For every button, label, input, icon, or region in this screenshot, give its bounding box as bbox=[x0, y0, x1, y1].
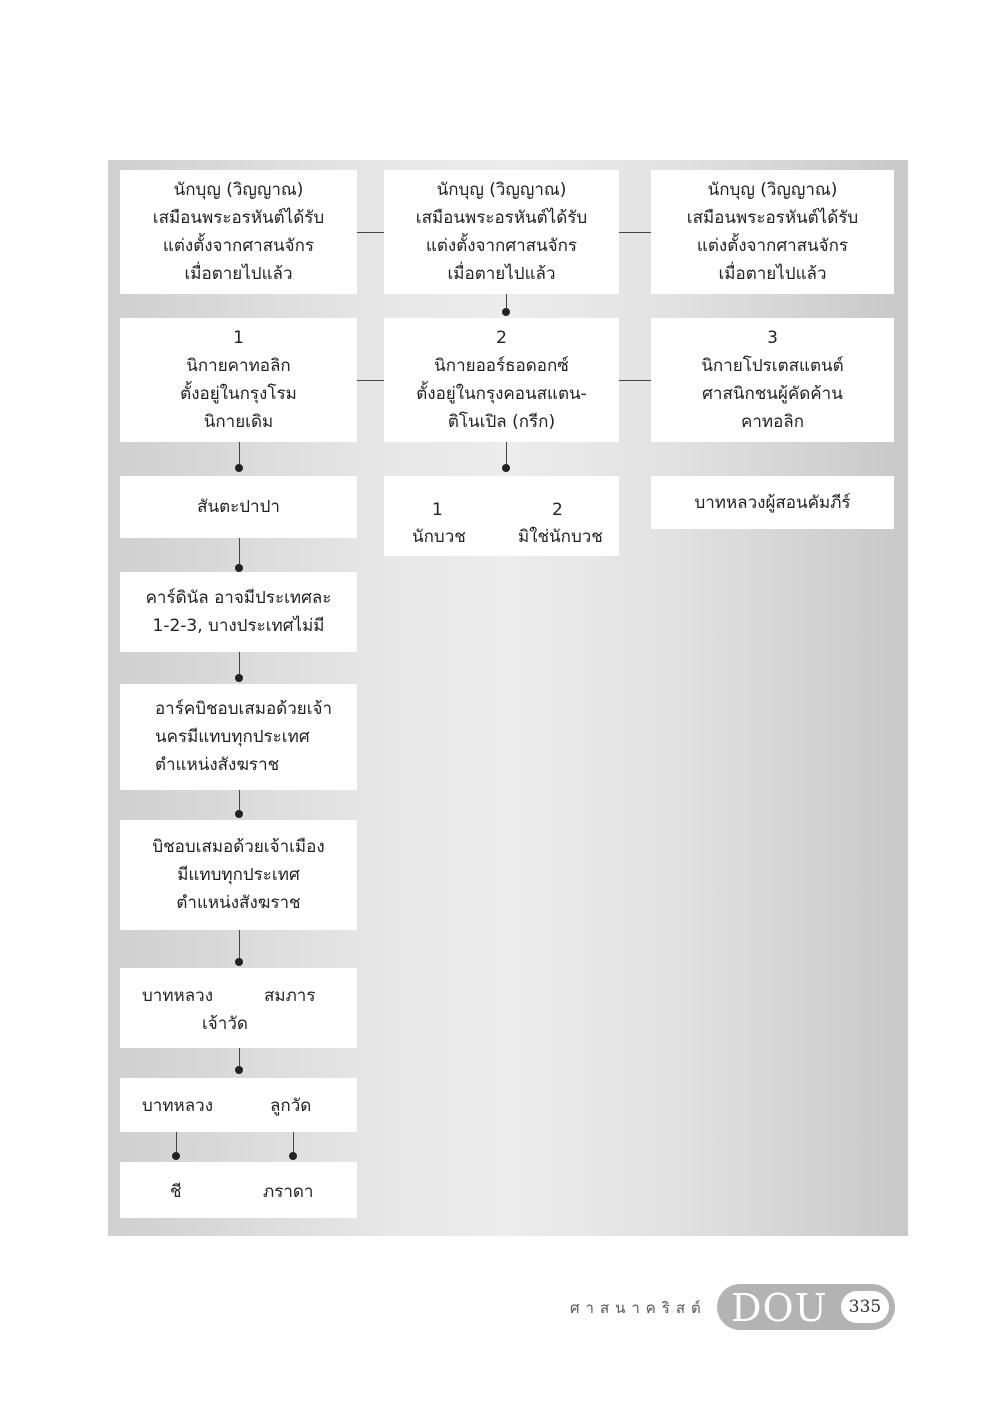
cardinal-box bbox=[120, 572, 357, 652]
nun-label: ชี bbox=[170, 1182, 182, 1202]
sect-2-number: 2 bbox=[496, 328, 507, 348]
connector-dot bbox=[235, 810, 243, 818]
connector-sect-1-2 bbox=[357, 380, 384, 381]
sect-1-note: นิกายเดิม bbox=[203, 412, 274, 432]
archbishop-line-1: อาร์คบิชอบเสมอด้วยเจ้า bbox=[154, 699, 333, 719]
protestant-sub-box bbox=[651, 476, 894, 529]
dou-logo: DOU bbox=[731, 1286, 828, 1330]
brother-label: ภราดา bbox=[263, 1182, 314, 1202]
final-box bbox=[120, 1162, 357, 1218]
protestant-sub-label: บาทหลวงผู้สอนคัมภีร์ bbox=[694, 492, 851, 513]
connector-orthodox-to-sub bbox=[506, 442, 507, 466]
saint-3-line-1: นักบุญ (วิญญาณ) bbox=[707, 180, 838, 200]
sect-1-location: ตั้งอยู่ในกรุงโรม bbox=[180, 384, 297, 404]
connector-saint-2-3 bbox=[619, 232, 651, 233]
saint-1-line-3: แต่งตั้งจากศาสนจักร bbox=[162, 236, 315, 256]
abbot-box bbox=[120, 968, 357, 1048]
connector-saint-1-2 bbox=[357, 232, 384, 233]
connector-saint-to-sect bbox=[506, 294, 507, 308]
saint-1-line-4: เมื่อตายไปแล้ว bbox=[184, 264, 293, 284]
sect-1-number: 1 bbox=[233, 328, 244, 348]
sect-3-name: นิกายโปรเตสแตนต์ bbox=[701, 356, 844, 376]
sect-2-note: ติโนเปิล (กรีก) bbox=[447, 412, 556, 432]
orthodox-sub-num-1: 1 bbox=[432, 500, 443, 520]
connector-bishop-to-abbot bbox=[239, 930, 240, 960]
sect-3-number: 3 bbox=[767, 328, 778, 348]
sect-3-note: คาทอลิก bbox=[740, 412, 805, 432]
saint-2-line-2: เสมือนพระอรหันต์ได้รับ bbox=[415, 208, 588, 228]
abbot-bottom-label: เจ้าวัด bbox=[202, 1014, 248, 1034]
priest-left-label: บาทหลวง bbox=[142, 1096, 214, 1116]
sect-box-orthodox bbox=[384, 318, 619, 442]
connector-dot bbox=[235, 674, 243, 682]
orthodox-sub-num-2: 2 bbox=[552, 500, 563, 520]
connector-dot bbox=[235, 464, 243, 472]
saint-box-1 bbox=[120, 170, 357, 294]
orthodox-sub-box bbox=[384, 476, 619, 556]
pope-label: สันตะปาปา bbox=[197, 497, 280, 517]
priest-box bbox=[120, 1078, 357, 1132]
connector-dot bbox=[289, 1152, 297, 1160]
orthodox-sub-label-2: มิใช่นักบวช bbox=[518, 527, 603, 547]
cardinal-line-2: 1-2-3, บางประเทศไม่มี bbox=[152, 616, 325, 636]
connector-pope-to-cardinal bbox=[239, 538, 240, 566]
orthodox-sub-label-1: นักบวช bbox=[412, 527, 466, 547]
saint-2-line-3: แต่งตั้งจากศาสนจักร bbox=[425, 236, 578, 256]
bishop-line-3: ตำแหน่งสังฆราช bbox=[176, 893, 301, 913]
archbishop-line-3: ตำแหน่งสังฆราช bbox=[154, 755, 280, 775]
abbot-left-label: บาทหลวง bbox=[142, 986, 214, 1006]
pope-box bbox=[120, 476, 357, 538]
saint-3-line-3: แต่งตั้งจากศาสนจักร bbox=[696, 236, 849, 256]
priest-right-label: ลูกวัด bbox=[270, 1096, 312, 1116]
saint-3-line-2: เสมือนพระอรหันต์ได้รับ bbox=[686, 208, 859, 228]
connector-cardinal-to-archbishop bbox=[239, 652, 240, 676]
connector-sect-2-3 bbox=[619, 380, 651, 381]
saint-1-line-1: นักบุญ (วิญญาณ) bbox=[173, 180, 304, 200]
connector-dot bbox=[502, 464, 510, 472]
footer-badge bbox=[717, 1284, 895, 1330]
connector-dot bbox=[235, 958, 243, 966]
cardinal-line-1: คาร์ดินัล อาจมีประเทศละ bbox=[145, 588, 332, 608]
sect-3-desc: ศาสนิกชนผู้คัดค้าน bbox=[702, 384, 843, 404]
connector-dot bbox=[172, 1152, 180, 1160]
sect-box-protestant bbox=[651, 318, 894, 442]
page-number: 335 bbox=[841, 1291, 889, 1323]
saint-box-2 bbox=[384, 170, 619, 294]
saint-2-line-1: นักบุญ (วิญญาณ) bbox=[436, 180, 567, 200]
sect-2-location: ตั้งอยู่ในกรุงคอนสแตน- bbox=[416, 384, 587, 404]
saint-2-line-4: เมื่อตายไปแล้ว bbox=[447, 264, 556, 284]
connector-dot bbox=[502, 308, 510, 316]
saint-box-3 bbox=[651, 170, 894, 294]
connector-dot bbox=[235, 564, 243, 572]
connector-catholic-to-pope bbox=[239, 442, 240, 466]
archbishop-box bbox=[120, 684, 357, 790]
bishop-box bbox=[120, 820, 357, 930]
footer-title: ศาสนาคริสต์ bbox=[570, 1299, 707, 1317]
abbot-right-label: สมภาร bbox=[264, 986, 316, 1006]
sect-2-name: นิกายออร์ธอดอกซ์ bbox=[434, 356, 569, 376]
sect-box-catholic bbox=[120, 318, 357, 442]
archbishop-line-2: นครมีแทบทุกประเทศ bbox=[154, 727, 310, 747]
connector-abbot-to-priest bbox=[239, 1048, 240, 1068]
saint-1-line-2: เสมือนพระอรหันต์ได้รับ bbox=[152, 208, 325, 228]
saint-3-line-4: เมื่อตายไปแล้ว bbox=[718, 264, 827, 284]
sect-1-name: นิกายคาทอลิก bbox=[186, 356, 291, 376]
bishop-line-2: มีแทบทุกประเทศ bbox=[177, 865, 300, 885]
connector-dot bbox=[235, 1066, 243, 1074]
bishop-line-1: บิชอบเสมอด้วยเจ้าเมือง bbox=[152, 837, 325, 857]
